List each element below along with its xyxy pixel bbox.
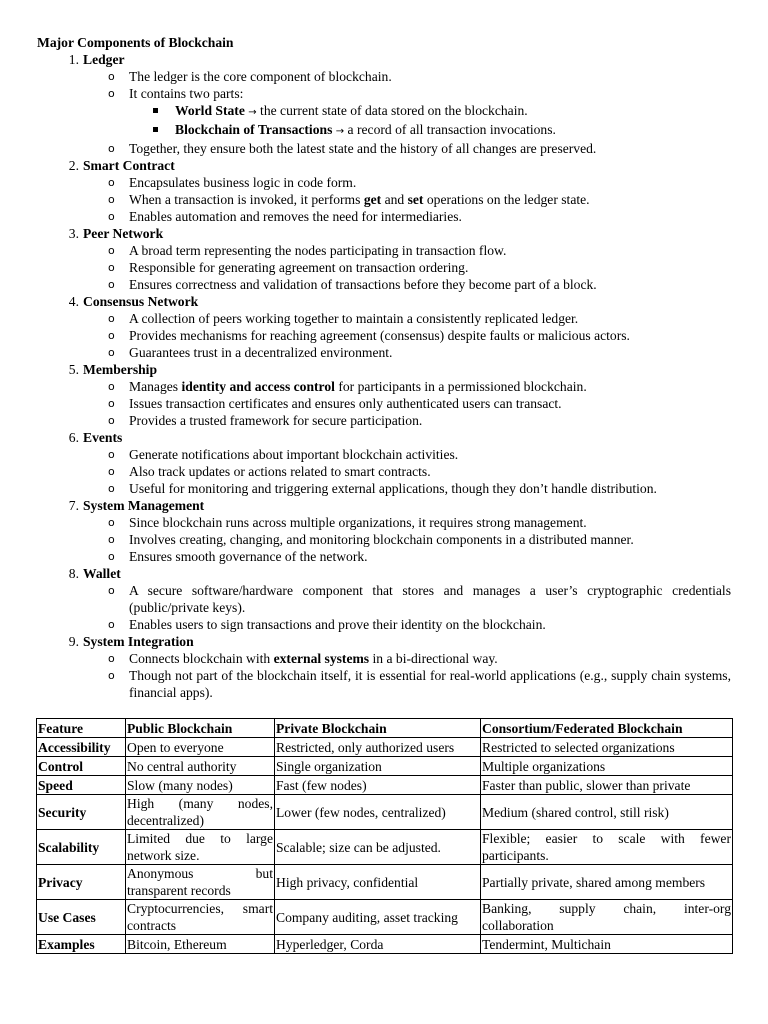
list-item: o Also track updates or actions related to smart contracts. <box>108 464 431 479</box>
list-item: o Enables users to sign transactions and prove their identity on the blockchain. <box>108 617 546 632</box>
square-bullet-icon <box>153 127 158 132</box>
bullet-icon: o <box>108 516 115 529</box>
page-title: Major Components of Blockchain <box>37 35 234 50</box>
table-row <box>37 757 733 776</box>
section-wallet <box>37 565 731 633</box>
feature-cell: Security <box>37 795 126 830</box>
bullet-icon: o <box>108 176 115 189</box>
feature-cell: Speed <box>37 776 126 795</box>
bullet-icon: o <box>108 397 115 410</box>
bullet-icon: o <box>108 669 115 682</box>
section-smart-contract <box>37 157 731 225</box>
list-item: o Ensures smooth governance of the network. <box>108 549 368 564</box>
list-item: o Involves creating, changing, and monitoring blockchain components in a distributed manner. <box>108 532 634 547</box>
section-number: 6. <box>68 430 79 445</box>
header-cell: Public Blockchain <box>126 719 275 738</box>
table-row <box>37 795 733 830</box>
list-item: o Since blockchain runs across multiple organizations, it requires strong management. <box>108 515 587 530</box>
feature-cell: Scalability <box>37 830 126 865</box>
list-item: o Generate notifications about important blockchain activities. <box>108 447 459 462</box>
list-item: o Guarantees trust in a decentralized environment. <box>108 345 393 360</box>
section-number: 8. <box>68 566 79 581</box>
bullet-icon: o <box>108 244 115 257</box>
list-item: o The ledger is the core component of blockchain. <box>108 69 392 84</box>
components-list <box>37 51 731 701</box>
bullet-icon: o <box>108 70 115 83</box>
bullet-icon: o <box>108 193 115 206</box>
table-cell: No central authority <box>126 757 275 776</box>
section-consensus-network <box>37 293 731 361</box>
arrow-icon: → <box>335 126 345 137</box>
section-title: Membership <box>83 362 158 377</box>
table-cell: Flexible; easier to scale with fewer participants. <box>482 831 731 863</box>
section-system-integration <box>37 633 731 701</box>
table-row <box>37 830 733 865</box>
list-item: o Encapsulates business logic in code form. <box>108 175 357 190</box>
table-cell: Lower (few nodes, centralized) <box>275 795 481 830</box>
feature-cell: Privacy <box>37 865 126 900</box>
section-peer-network <box>37 225 731 293</box>
list-item: o Though not part of the blockchain itself, it is essential for real-world applications (e.g., supply chain systems, financial apps). <box>108 668 731 700</box>
bullet-icon: o <box>108 550 115 563</box>
section-system-management <box>37 497 731 565</box>
table-cell: Banking, supply chain, inter-org collaboration <box>482 901 731 933</box>
table-cell: Anonymous but transparent records <box>127 866 273 898</box>
table-cell: High (many nodes, decentralized) <box>127 796 273 828</box>
feature-cell: Control <box>37 757 126 776</box>
header-cell: Feature <box>37 719 126 738</box>
table-cell: Fast (few nodes) <box>275 776 481 795</box>
bullet-icon: o <box>108 312 115 325</box>
bullet-icon: o <box>108 465 115 478</box>
list-item: o Manages identity and access control for participants in a permissioned blockchain. <box>108 379 587 394</box>
arrow-icon: → <box>248 107 257 118</box>
bullet-icon: o <box>108 414 115 427</box>
sub-list-item: World State → the current state of data stored on the blockchain. <box>129 102 731 121</box>
section-title: Consensus Network <box>83 294 199 309</box>
table-cell: Single organization <box>275 757 481 776</box>
list-item: o A broad term representing the nodes participating in transaction flow. <box>108 243 507 258</box>
section-number: 9. <box>68 634 79 649</box>
table-row <box>37 738 733 757</box>
bullet-icon: o <box>108 618 115 631</box>
table-header-row <box>37 719 733 738</box>
table-cell: Medium (shared control, still risk) <box>481 795 733 830</box>
list-item: o Provides a trusted framework for secure participation. <box>108 413 423 428</box>
bullet-icon: o <box>108 278 115 291</box>
table-cell: Tendermint, Multichain <box>481 935 733 954</box>
feature-cell: Examples <box>37 935 126 954</box>
section-title: Smart Contract <box>83 158 175 173</box>
table-row <box>37 935 733 954</box>
bullet-icon: o <box>108 482 115 495</box>
bullet-icon: o <box>108 380 115 393</box>
list-item: o Together, they ensure both the latest state and the history of all changes are preserved. <box>108 141 597 156</box>
section-number: 2. <box>68 158 79 173</box>
table-row <box>37 865 733 900</box>
list-item: o Issues transaction certificates and ensures only authenticated users can transact. <box>108 396 562 411</box>
table-cell: Limited due to large network size. <box>127 831 273 863</box>
list-item: o Ensures correctness and validation of transactions before they become part of a block. <box>108 277 597 292</box>
feature-cell: Use Cases <box>37 900 126 935</box>
section-number: 4. <box>68 294 79 309</box>
section-events <box>37 429 731 497</box>
table-cell: Slow (many nodes) <box>126 776 275 795</box>
list-item: o Provides mechanisms for reaching agreement (consensus) despite faults or malicious actors. <box>108 328 630 343</box>
bullet-icon: o <box>108 329 115 342</box>
section-title: Ledger <box>83 52 125 67</box>
table-cell: Scalable; size can be adjusted. <box>275 830 481 865</box>
list-item: o Responsible for generating agreement on transaction ordering. <box>108 260 469 275</box>
bullet-icon: o <box>108 210 115 223</box>
bullet-icon: o <box>108 346 115 359</box>
list-item: o Connects blockchain with external systems in a bi-directional way. <box>108 651 498 666</box>
bullet-icon: o <box>108 448 115 461</box>
list-item: o Useful for monitoring and triggering external applications, though they don’t handle distribution. <box>108 481 657 496</box>
table-cell: Bitcoin, Ethereum <box>126 935 275 954</box>
section-number: 7. <box>68 498 79 513</box>
header-cell: Consortium/Federated Blockchain <box>481 719 733 738</box>
feature-cell: Accessibility <box>37 738 126 757</box>
table-cell: Partially private, shared among members <box>481 865 733 900</box>
section-number: 3. <box>68 226 79 241</box>
list-item: o It contains two parts: World State → the current state of data stored on the blockchain. Blockchain of Transactions → a record of all transaction invocations. <box>83 85 731 140</box>
table-cell: Company auditing, asset tracking <box>275 900 481 935</box>
table-row <box>37 776 733 795</box>
table-cell: Restricted, only authorized users <box>275 738 481 757</box>
section-ledger <box>37 51 731 157</box>
bullet-icon: o <box>108 87 115 100</box>
list-item: o A secure software/hardware component that stores and manages a user’s cryptographic credentials (public/private keys). <box>108 583 731 615</box>
bullet-icon: o <box>108 261 115 274</box>
section-title: Peer Network <box>83 226 164 241</box>
list-item: o When a transaction is invoked, it performs get and set operations on the ledger state. <box>108 192 590 207</box>
table-cell: Restricted to selected organizations <box>481 738 733 757</box>
bullet-icon: o <box>108 652 115 665</box>
section-title: System Integration <box>83 634 194 649</box>
sub-list-item: Blockchain of Transactions → a record of all transaction invocations. <box>129 121 731 140</box>
table-cell: Multiple organizations <box>481 757 733 776</box>
bullet-icon: o <box>108 584 115 597</box>
square-bullet-icon <box>153 108 158 113</box>
section-number: 5. <box>68 362 79 377</box>
table-cell: Faster than public, slower than private <box>481 776 733 795</box>
table-cell: High privacy, confidential <box>275 865 481 900</box>
section-title: Wallet <box>83 566 121 581</box>
table-row <box>37 900 733 935</box>
list-item: o Enables automation and removes the need for intermediaries. <box>108 209 462 224</box>
bullet-icon: o <box>108 142 115 155</box>
bullet-icon: o <box>108 533 115 546</box>
document-body <box>37 34 731 701</box>
table-cell: Open to everyone <box>126 738 275 757</box>
section-membership <box>37 361 731 429</box>
header-cell: Private Blockchain <box>275 719 481 738</box>
section-title: System Management <box>83 498 205 513</box>
table-cell: Hyperledger, Corda <box>275 935 481 954</box>
section-title: Events <box>83 430 123 445</box>
list-item: o A collection of peers working together to maintain a consistently replicated ledger. <box>108 311 579 326</box>
comparison-table <box>36 718 733 954</box>
section-number: 1. <box>68 52 79 67</box>
table-cell: Cryptocurrencies, smart contracts <box>127 901 273 933</box>
